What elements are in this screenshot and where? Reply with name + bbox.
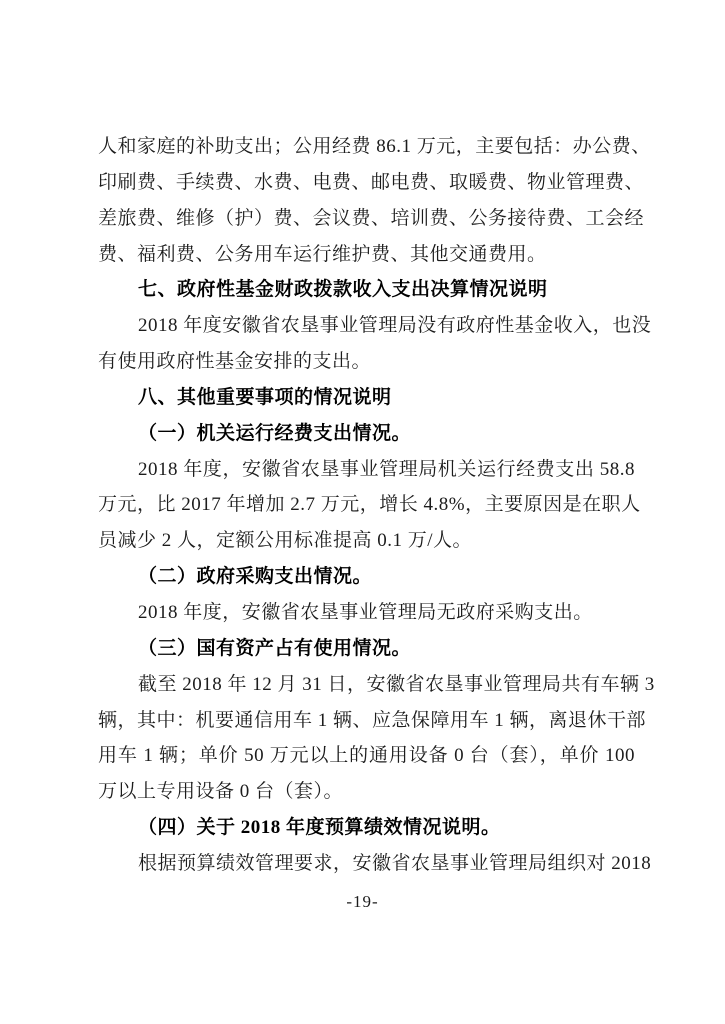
text-line: 差旅费、维修（护）费、会议费、培训费、公务接待费、工会经 xyxy=(98,207,645,229)
subsection-heading-line: （四）关于 2018 年度预算绩效情况说明。 xyxy=(138,817,501,839)
text-line: 2018 年度，安徽省农垦事业管理局无政府采购支出。 xyxy=(138,601,593,623)
section-heading-line: 七、政府性基金财政拨款收入支出决算情况说明 xyxy=(138,279,548,301)
text-line: 万元，比 2017 年增加 2.7 万元，增长 4.8%，主要原因是在职人 xyxy=(98,494,641,516)
text-line: 费、福利费、公务用车运行维护费、其他交通费用。 xyxy=(98,243,547,265)
page-footer xyxy=(0,892,725,912)
text-line: 万以上专用设备 0 台（套）。 xyxy=(98,781,344,803)
text-line: 用车 1 辆；单价 50 万元以上的通用设备 0 台（套），单价 100 xyxy=(98,745,635,767)
page-number: -19- xyxy=(346,892,379,911)
subsection-heading-line: （三）国有资产占有使用情况。 xyxy=(138,637,412,659)
subsection-heading-line: （二）政府采购支出情况。 xyxy=(138,566,373,588)
text-line: 辆，其中：机要通信用车 1 辆、应急保障用车 1 辆，离退休干部 xyxy=(98,709,647,731)
document-content xyxy=(98,129,655,882)
text-line: 员减少 2 人，定额公用标准提高 0.1 万/人。 xyxy=(98,530,473,552)
text-line: 印刷费、手续费、水费、电费、邮电费、取暖费、物业管理费、 xyxy=(98,171,645,193)
subsection-heading-line: （一）机关运行经费支出情况。 xyxy=(138,422,412,444)
text-line: 2018 年度，安徽省农垦事业管理局机关运行经费支出 58.8 xyxy=(138,458,635,480)
text-line: 根据预算绩效管理要求，安徽省农垦事业管理局组织对 2018 xyxy=(138,852,652,874)
text-line: 2018 年度安徽省农垦事业管理局没有政府性基金收入，也没 xyxy=(138,315,652,337)
text-line: 有使用政府性基金安排的支出。 xyxy=(98,351,372,373)
text-line: 人和家庭的补助支出；公用经费 86.1 万元，主要包括：办公费、 xyxy=(98,136,651,157)
text-line: 截至 2018 年 12 月 31 日，安徽省农垦事业管理局共有车辆 3 xyxy=(138,673,655,695)
section-heading-line: 八、其他重要事项的情况说明 xyxy=(138,386,392,408)
